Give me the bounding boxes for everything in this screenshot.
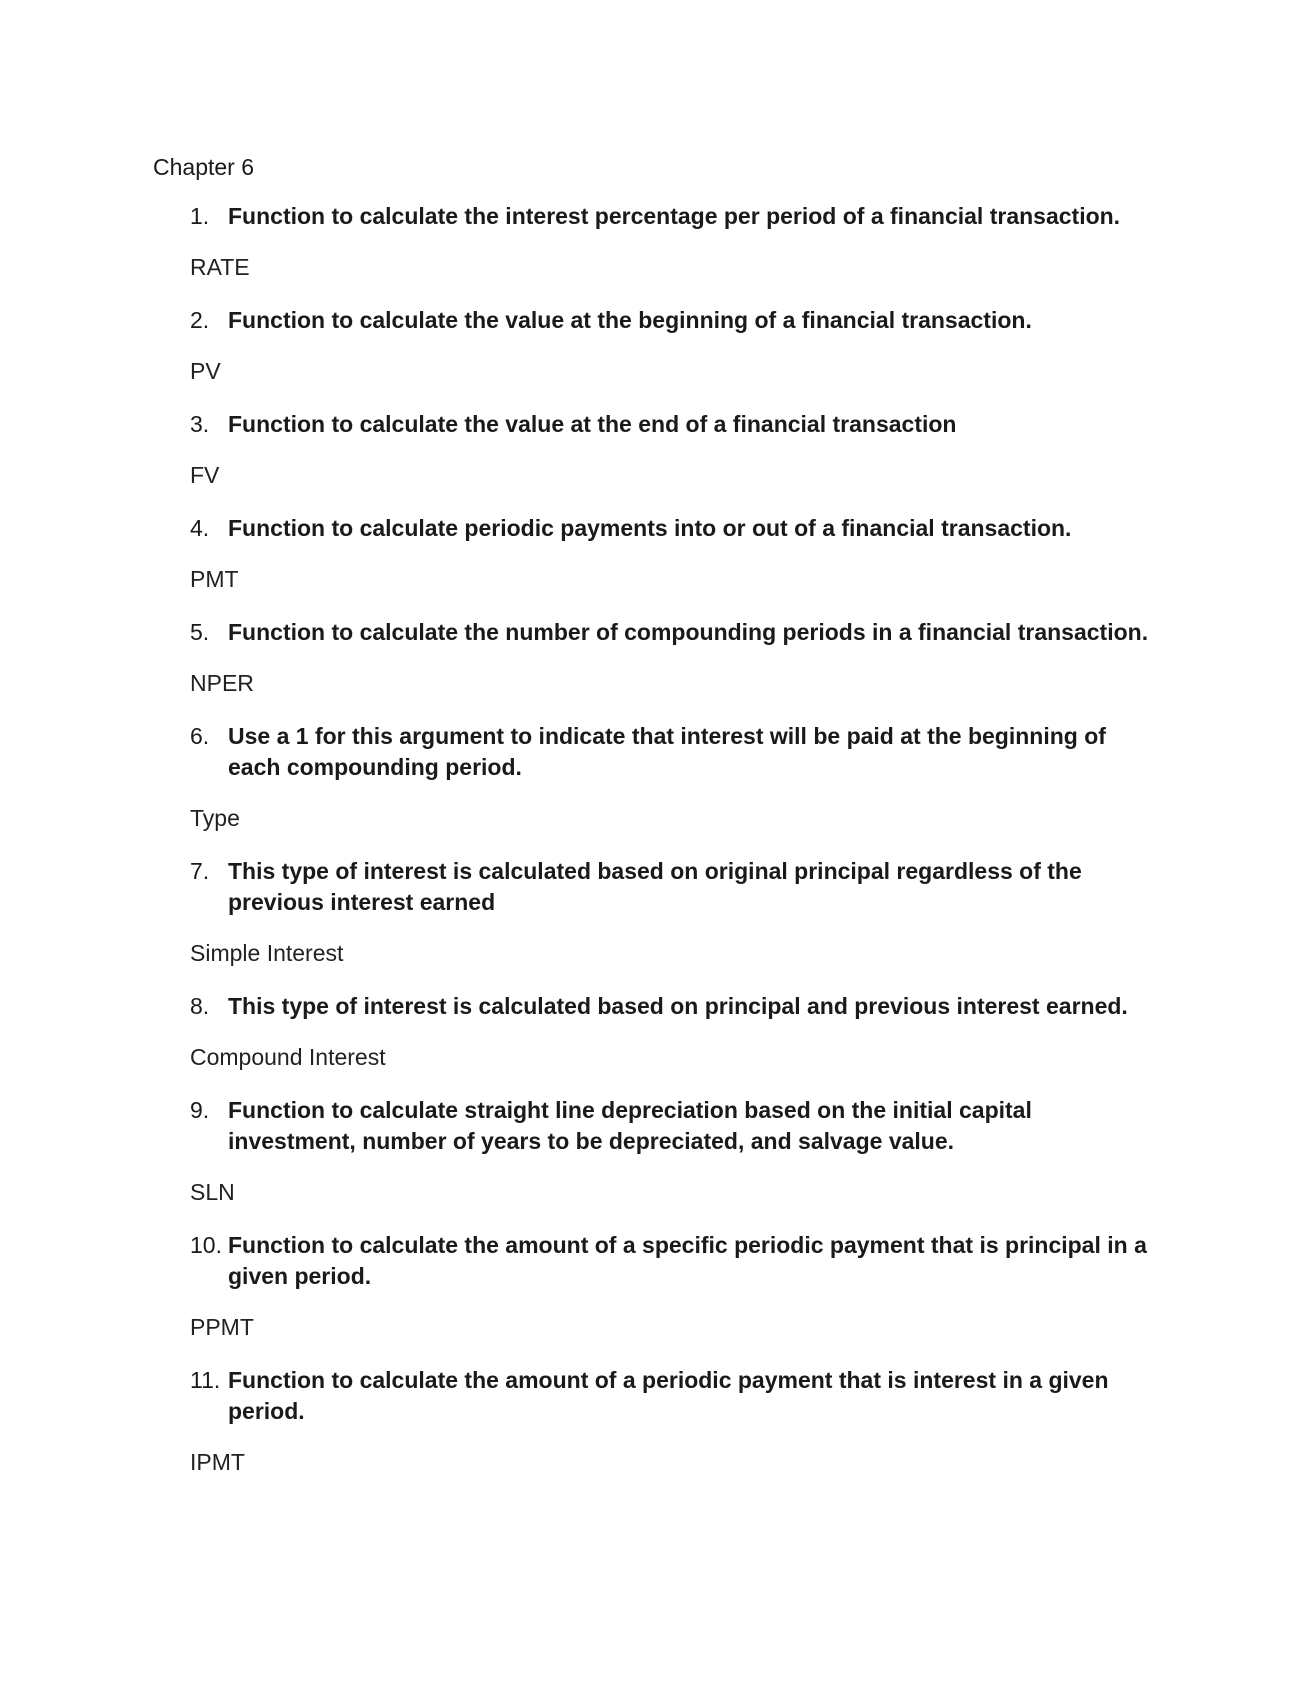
answer-text: Simple Interest [190,940,344,966]
question-text: This type of interest is calculated based on original principal regardless of the previous interest earned [228,858,1082,915]
question-number: 2. [190,307,210,333]
question-item [190,201,1150,283]
question-row [190,1365,1150,1427]
question-list [190,201,1150,1500]
chapter-title: Chapter 6 [153,154,255,180]
question-text: Function to calculate the amount of a periodic payment that is interest in a given period. [228,1367,1109,1424]
answer-text: SLN [190,1179,235,1205]
answer-text: NPER [190,670,254,696]
question-number: 6. [190,723,210,749]
question-item [190,1095,1150,1208]
question-item [190,305,1150,387]
question-item [190,513,1150,595]
question-text: Function to calculate the value at the beginning of a financial transaction. [228,307,1032,333]
question-text: Function to calculate the interest percentage per period of a financial transaction. [228,203,1121,229]
question-number: 7. [190,858,210,884]
question-row [190,991,1150,1022]
question-row [190,1230,1150,1292]
question-row [190,201,1150,232]
question-row [190,856,1150,918]
question-number: 3. [190,411,210,437]
question-number: 5. [190,619,210,645]
question-number: 10. [190,1232,222,1258]
answer-text: PMT [190,566,239,592]
question-item [190,721,1150,834]
answer-text: FV [190,462,220,488]
answer-text: RATE [190,254,250,280]
question-text: Function to calculate the number of compounding periods in a financial transaction. [228,619,1149,645]
answer-text: PPMT [190,1314,254,1340]
question-number: 4. [190,515,210,541]
question-item [190,409,1150,491]
question-number: 8. [190,993,210,1019]
question-text: Function to calculate the amount of a specific periodic payment that is principal in a given period. [228,1232,1147,1289]
question-item [190,1230,1150,1343]
answer-text: Type [190,805,240,831]
question-row [190,409,1150,440]
question-row [190,1095,1150,1157]
question-row [190,617,1150,648]
question-text: This type of interest is calculated based on principal and previous interest earned. [228,993,1128,1019]
question-text: Function to calculate periodic payments into or out of a financial transaction. [228,515,1072,541]
answer-text: IPMT [190,1449,245,1475]
question-row [190,513,1150,544]
question-item [190,617,1150,699]
question-text: Function to calculate straight line depreciation based on the initial capital investment, number of years to be depreciated, and salvage value. [228,1097,1032,1154]
question-item [190,991,1150,1073]
question-number: 11. [190,1367,221,1393]
question-item [190,1365,1150,1478]
answer-text: PV [190,358,221,384]
question-number: 9. [190,1097,210,1123]
question-row [190,305,1150,336]
answer-text: Compound Interest [190,1044,386,1070]
question-row [190,721,1150,783]
question-text: Function to calculate the value at the end of a financial transaction [228,411,957,437]
question-item [190,856,1150,969]
question-text: Use a 1 for this argument to indicate that interest will be paid at the beginning of each compounding period. [228,723,1106,780]
question-number: 1. [190,203,210,229]
